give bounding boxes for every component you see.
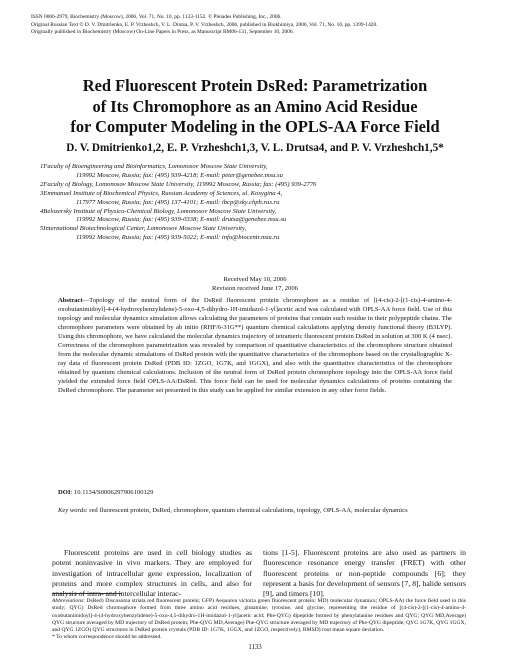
keywords-value: : red fluorescent protein, DsRed, chromophore, quantum chemical calculations, topology, OPLS-AA, molecular dynamics xyxy=(85,507,408,514)
doi-label: DOI xyxy=(58,489,71,496)
title-line-1: Red Fluorescent Protein DsRed: Parametrization xyxy=(82,76,428,95)
affiliation-line: 3Emmanuel Institute of Biochemical Physics, Russian Academy of Sciences, ul. Kosygina 4, xyxy=(40,189,283,197)
header-original-line: Original Russian Text © D. V. Dmitrienko, E. P. Vrzheshch, V. L. Drutsa, P. V. Vrzheshch, 2006, published in Biokhimiya, 2006, Vol. 71, No. 10, pp. 1399-1420. xyxy=(31,21,378,28)
affiliation-line: 1Faculty of Bioengineering and Bioinformatics, Lomonosov Moscow State University, xyxy=(40,163,268,170)
footnote-rule xyxy=(52,593,122,594)
keywords-label: Key words xyxy=(58,507,86,514)
body-column-left: Fluorescent proteins are used in cell biology studies as potent noninvasive in vivo markers. They are employed for investigation of intracellular gene expression, localization of proteins and more complex structures in cells, and also for analysis of intra- and intercellular interac- xyxy=(52,548,252,599)
affiliation-line: 119992 Moscow, Russia; fax: (495) 939-4218; E-mail: peter@genebee.msu.su xyxy=(76,171,283,179)
keywords xyxy=(58,506,452,515)
affiliation-line: 4Belozersky Institute of Physico-Chemical Biology, Lomonosov Moscow State University, xyxy=(40,207,277,215)
header-online-line: Originally published in Biochemistry (Moscow) On-Line Papers in Press, as Manuscript BM06-131, September 10, 2006. xyxy=(31,29,294,35)
affiliation-line: 119992 Moscow, Russia; fax: (495) 939-0338; E-mail: drutsa@genebee.msu.su xyxy=(76,216,287,224)
affiliations xyxy=(40,163,480,243)
received-date: Received May 10, 2006 xyxy=(223,276,287,283)
page-number: 1133 xyxy=(248,644,262,651)
author-list: D. V. Dmitrienko1,2, E. P. Vrzheshch1,3, V. L. Drutsa4, and P. V. Vrzheshch1,5* xyxy=(66,142,444,154)
correspondence-footnote: * To whom correspondence should be addressed. xyxy=(52,634,162,641)
paper-title xyxy=(0,76,510,138)
revised-date: Revision received June 17, 2006 xyxy=(212,284,298,292)
affiliation-line: 119992 Moscow, Russia; fax: (495) 939-5022; E-mail: info@biocentr.msu.ru xyxy=(76,234,280,242)
abbreviations-text: : DsRed) Discosoma striata red fluorescent protein; GFP) Aequorea victoria green fluorescent protein; MD) molecular dynamics; OPLS-AA) the force field used in this study; QYG) DsRed chromophore formed from three amino acid residues, glutamine, tyrosine, and glycine, representing the residue of [(4-cis)-2-[(1-cis)-4-amino-4-oxobutanimidoyl]-4-(4-hydroxybenzylidene)-5-oxo-4,5-dihydro-1H-imidazol-1-yl]acetic acid; Phe-QYG) dipeptide formed by phenylalanine residues and QYG; QYG MD,Average) QYG structure averaged by MD trajectory of DsRed protein; Phe-QYG MD,Average) Phe-QYG structure averaged by MD trajectory of Phe-QYG dipeptide; QYG 1G7K, QYG 1GGX, and QYG 1ZGO) QYG structures in DsRed protein crystals (PDB ID: 1G7K, 1GGX, and 1ZGO, respectively); RMSD) root mean square deviation. xyxy=(52,598,466,634)
received-dates xyxy=(0,276,510,293)
doi-value: : 10.1134/S0006297906100129 xyxy=(70,489,154,496)
journal-header xyxy=(31,14,491,37)
abbreviations-label: Abbreviations xyxy=(52,598,84,604)
title-line-3: for Computer Modeling in the OPLS-AA Force Field xyxy=(70,117,440,136)
header-issn-line: ISSN 0006-2979, Biochemistry (Moscow), 2006, Vol. 71, No. 10, pp. 1133-1152. © Pleiades Publishing, Inc., 2006. xyxy=(31,14,282,20)
affiliation-line: 2Faculty of Biology, Lomonosov Moscow State University, 119992 Moscow, Russia; fax: (495) 939-2776 xyxy=(40,180,317,188)
body-column-right: tions [1-5]. Fluorescent proteins are also used as partners in fluorescence resonance energy transfer (FRET) with other fluorescent proteins or non-peptide compounds [6]; they represent a basis for development of sensors [7, 8], halide sensors [9], and timers [10]. xyxy=(263,548,466,599)
abstract xyxy=(58,296,452,396)
title-line-2: of Its Chromophore as an Amino Acid Residue xyxy=(92,96,418,116)
affiliation-line: 117977 Moscow, Russia; fax: (495) 137-4101; E-mail: ibcp@sky.chph.ras.ru xyxy=(76,198,280,206)
abbreviations-footnote xyxy=(52,598,466,642)
abstract-label: Abstract xyxy=(58,297,83,304)
doi xyxy=(58,488,452,497)
affiliation-line: 5International Biotechnological Center, Lomonosov Moscow State University, xyxy=(40,225,247,233)
abstract-text: —Topology of the neutral form of the DsRed fluorescent protein chromophore as a residue of [(4-cis)-2-[(1-cis)-4-amino-4-oxobutanimidoyl]-4-(4-hydroxybenzylidene)-5-oxo-4,5-dihydro-1H-imidazol-1-yl]acetic acid was calculated with OPLS-AA force field. Use of this topology and molecular dynamics simulation allows calculating the parameters of proteins that contain such residue in their polypeptide chains. The chromophore parameters were obtained by ab initio (RHF/6-31G**) quantum chemical calculations applying density functional theory (B3LYP). Using this chromophore, we have calculated the molecular dynamics trajectory of tetrameric fluorescent protein DsRed in solution at 300 K (4 nsec). Correctness of the chromophore parametrization was revealed by comparison of quantitative characteristics of the chromophore structure obtained from the molecular dynamic simulations of DsRed protein with the quantitative characteristics of the chromophore based on the crystallographic X-ray data of fluorescent protein DsRed (PDB ID: 1ZGO, 1G7K, and 1GGX), and also with the quantitative characteristics of the chromophore obtained by quantum chemical calculations. Inclusion of the neutral form of DsRed protein chromophore topology into the OPLS-AA force field yielded the extended force field OPLS-AA/DsRed. This force field can be used for molecular dynamics calculations of proteins containing the DsRed chromophore. The parameter set presented in this study can be applied for similar extension in any other force fields. xyxy=(58,297,452,395)
